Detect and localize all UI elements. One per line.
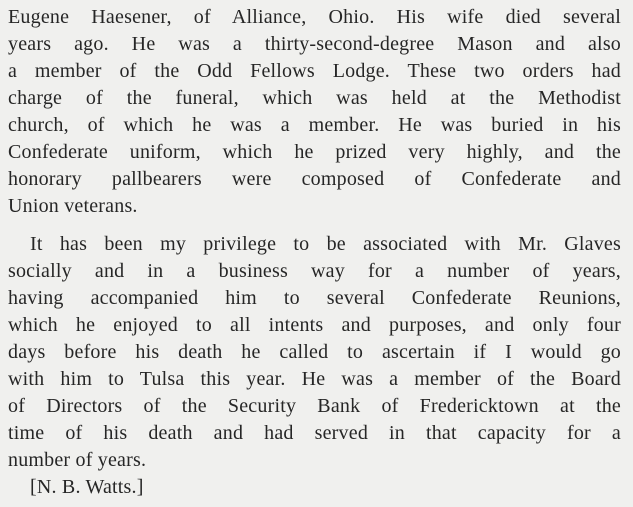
paragraph-2-line-1: It has been my privilege to be associated with Mr. Glaves [30,233,621,255]
paragraph-1-line-6: Confederate uniform, which he prized very highly, and the [8,141,621,163]
paragraph-2-line-7: of Directors of the Security Bank of Fredericktown at the [8,395,621,417]
paragraph-2-line-3: having accompanied him to several Confederate Reunions, [8,287,621,309]
paragraph-1-line-3: a member of the Odd Fellows Lodge. These two orders had [8,60,621,82]
paragraph-1-line-2: years ago. He was a thirty-second-degree Mason and also [8,33,621,55]
paragraph-1-line-4: charge of the funeral, which was held at the Methodist [8,87,621,109]
paragraph-1-line-5: church, of which he was a member. He was buried in his [8,114,621,136]
paragraph-2-line-2: socially and in a business way for a number of years, [8,260,621,282]
paragraph-2-line-6: with him to Tulsa this year. He was a member of the Board [8,368,621,390]
paragraph-2-line-5: days before his death he called to ascertain if I would go [8,341,621,363]
signature: [N. B. Watts.] [30,476,144,498]
paragraph-1-line-7: honorary pallbearers were composed of Confederate and [8,168,621,190]
paragraph-2-line-8: time of his death and had served in that capacity for a [8,422,621,444]
paragraph-1-line-1: Eugene Haesener, of Alliance, Ohio. His wife died several [8,6,621,28]
paragraph-1-line-8: Union veterans. [8,195,138,217]
paragraph-2-line-9: number of years. [8,449,147,471]
paragraph-2-line-4: which he enjoyed to all intents and purposes, and only four [8,314,621,336]
